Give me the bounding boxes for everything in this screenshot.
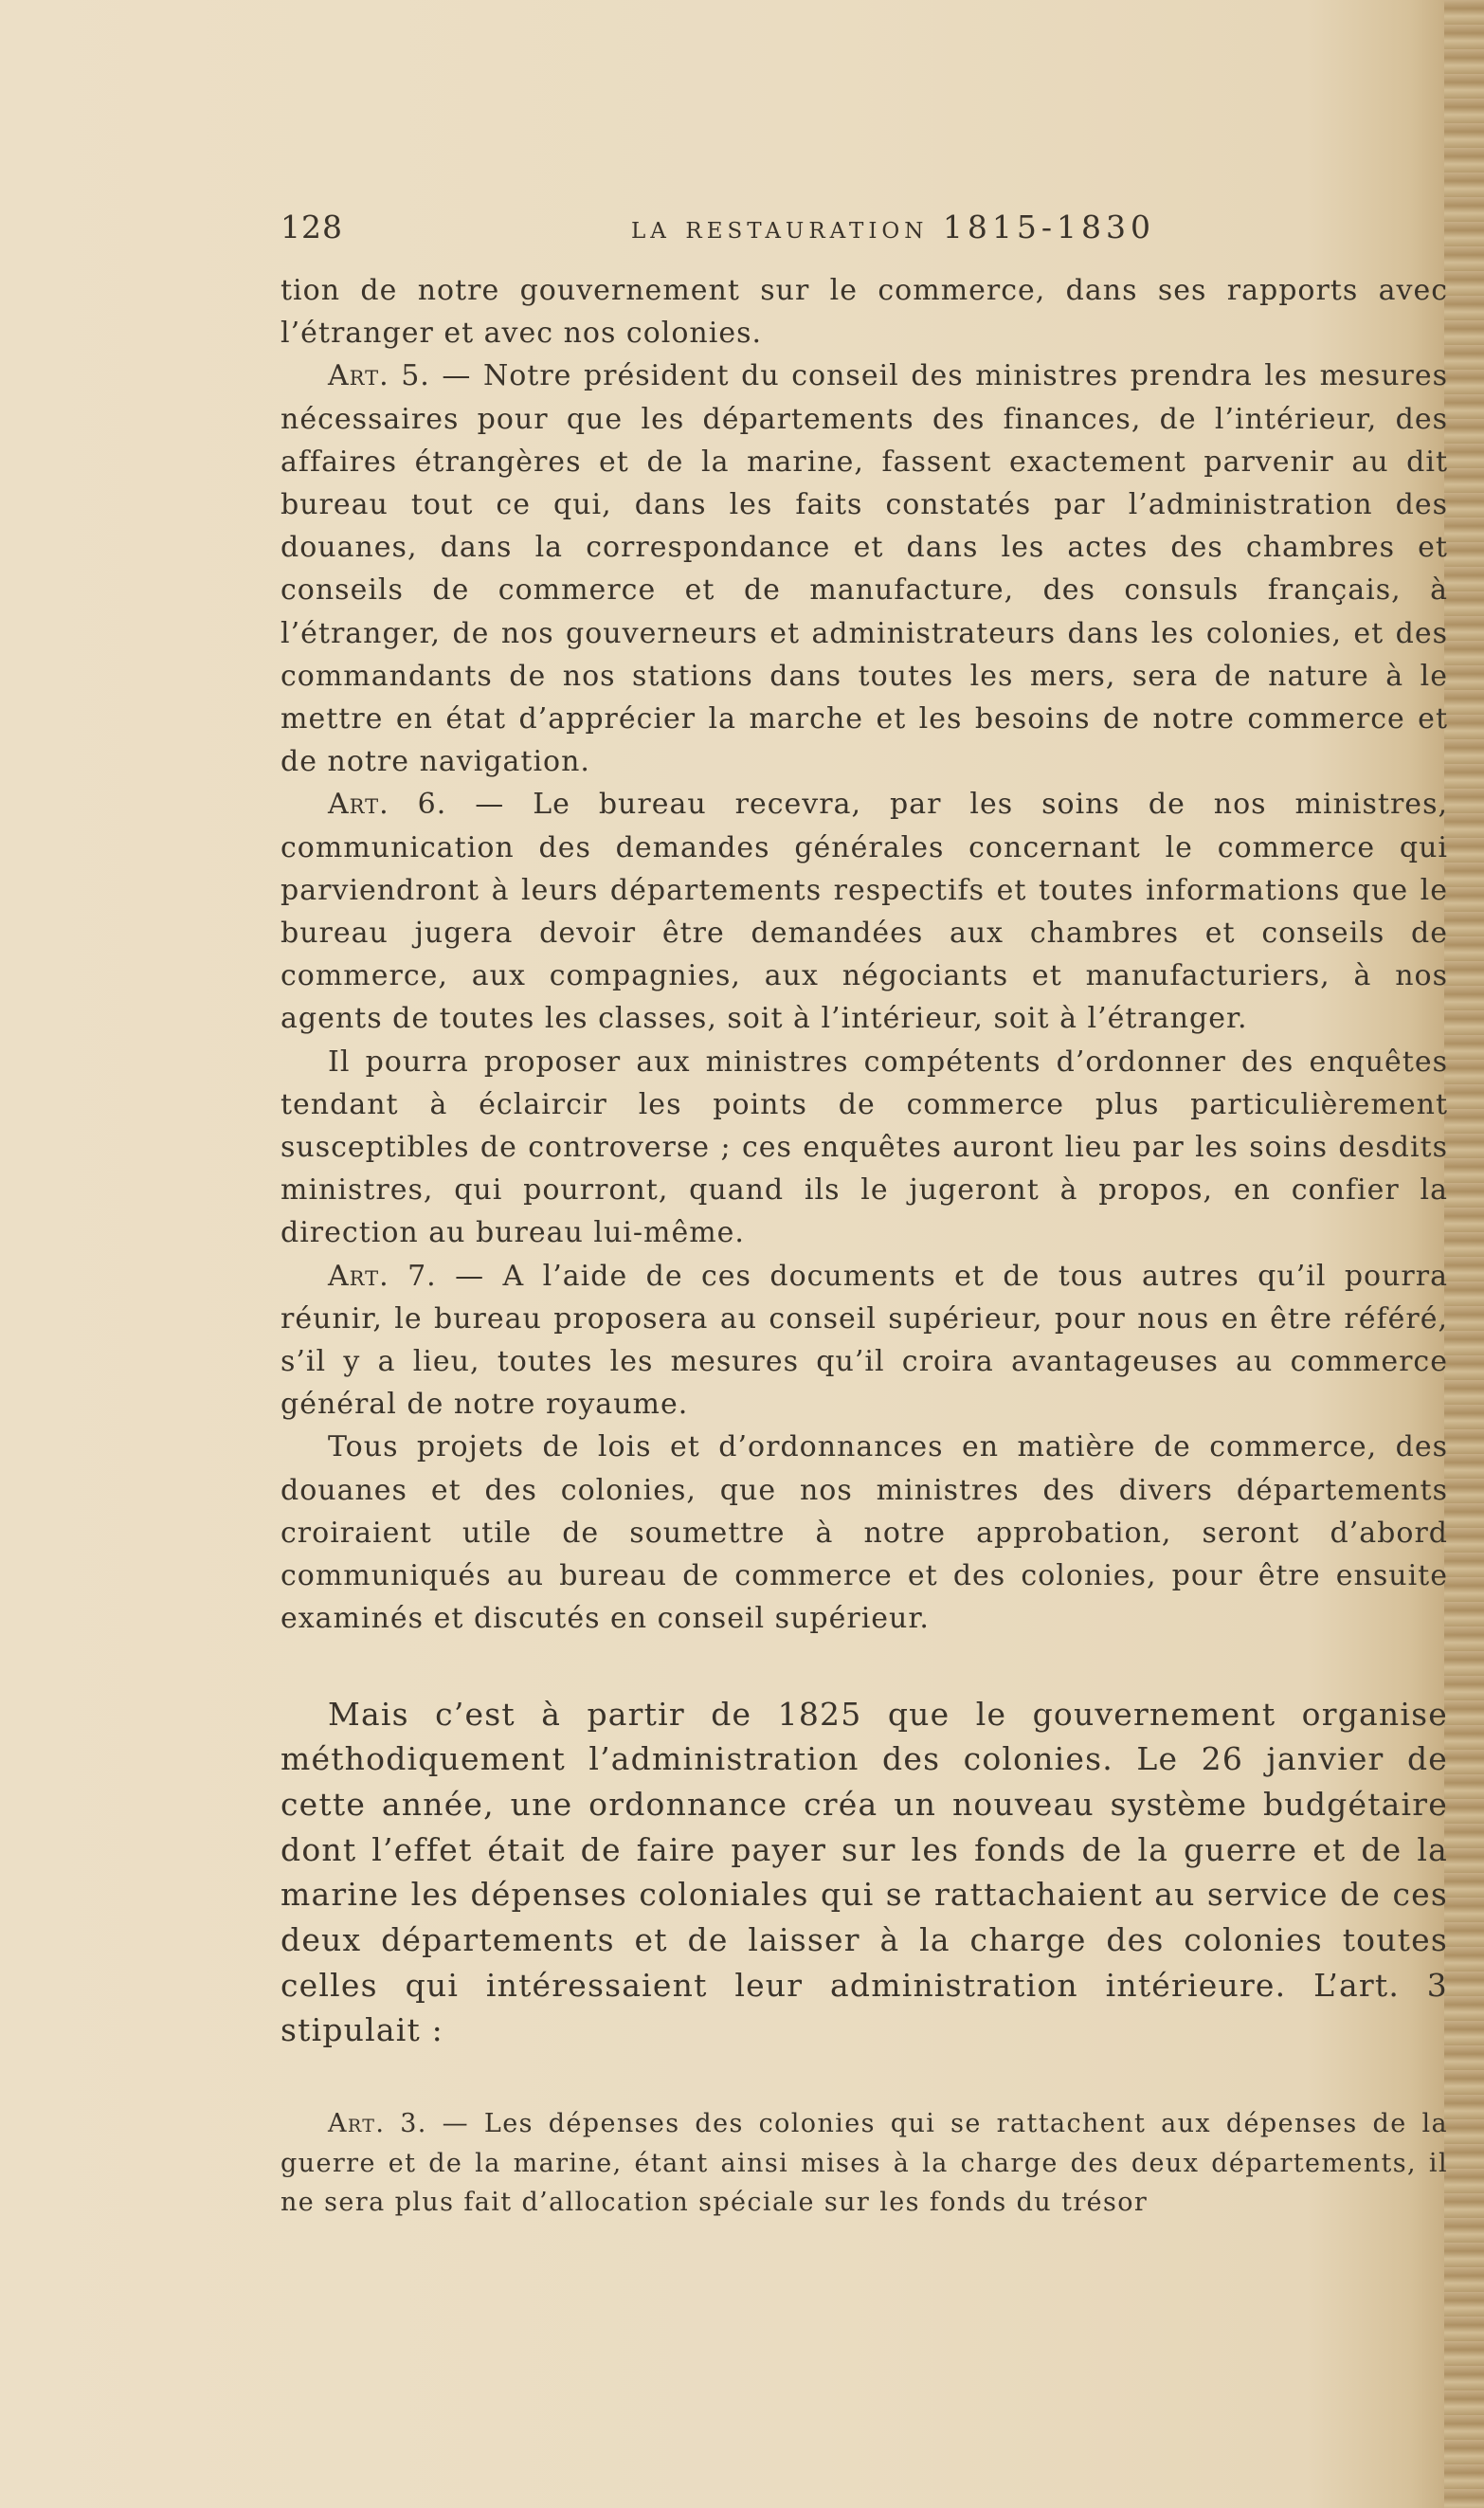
article-label: Art. 6.: [328, 788, 447, 822]
article-label: Art. 5.: [328, 359, 430, 393]
main-paragraph: Mais c’est à partir de 1825 que le gouvernement organise méthodiquement l’administration des colonies. Le 26 janvier de cette année, une ordonnance créa un nouveau système budgétaire dont l’effet était de faire payer sur les fonds de la guerre et de la marine les dépenses coloniales qui se rattachaient au service de ces deux départements et de laisser à la charge des colonies toutes celles qui intéressaient leur administration intérieure. L’art. 3 stipulait :: [281, 1695, 1448, 2049]
page-edge: [1444, 0, 1484, 2508]
article-text: — Notre président du conseil des ministres prendra les mesures nécessaires pour que les départements des finances, de l’intérieur, des affaires étrangères et de la marine, fassent exactement parvenir au dit bureau tout ce qui, dans les faits constatés par l’administration des douanes, dans la correspondance et dans les actes des chambres et conseils de commerce et de manufacture, des consuls français, à l’étranger, de nos gouverneurs et administrateurs dans les colonies, et des commandants de nos stations dans toutes les mers, sera de nature à le mettre en état d’apprécier la marche et les besoins de notre commerce et de notre navigation.: [281, 359, 1449, 779]
article-label: Art. 7.: [328, 1259, 437, 1293]
article-3: [281, 2104, 1448, 2223]
running-title: la restauration 1815-1830: [631, 209, 1155, 245]
page-number: 128: [281, 209, 343, 245]
page-header: [281, 209, 1450, 256]
article-7-continuation: Tous projets de lois et d’ordonnances en matière de commerce, des douanes et des colonies, que nos ministres des divers départements croiraient utile de soumettre à notre approbation, seront d’abord communiqués au bureau de commerce et des colonies, pour être ensuite examinés et discutés en conseil supérieur.: [281, 1430, 1448, 1636]
article-text: — A l’aide de ces documents et de tous autres qu’il pourra réunir, le bureau proposera au conseil supérieur, pour nous en être référé, s’il y a lieu, toutes les mesures qu’il croira avantageuses au commerce général de notre royaume.: [281, 1259, 1449, 1422]
article-text: — Le bureau recevra, par les soins de nos ministres, communication des demandes générales concernant le commerce qui parviendront à leurs départements respectifs et toutes informations que le bureau jugera devoir être demandées aux chambres et conseils de commerce, aux compagnies, aux négociants et manufacturiers, à nos agents de toutes les classes, soit à l’intérieur, soit à l’étranger.: [281, 788, 1448, 1036]
article-text: — Les dépenses des colonies qui se rattachent aux dépenses de la guerre et de la marine, étant ainsi mises à la charge des deux départements, il ne sera plus fait d’allocation spéciale sur les fonds du trésor: [281, 2109, 1448, 2218]
article-6-continuation: Il pourra proposer aux ministres compétents d’ordonner des enquêtes tendant à éclaircir les points de commerce plus particulièrement susceptibles de controverse ; ces enquêtes auront lieu par les soins desdits ministres, qui pourront, quand ils le jugeront à propos, en confier la direction au bureau lui-même.: [281, 1045, 1448, 1250]
page-body: [281, 269, 1448, 2223]
article-7: [281, 1255, 1448, 1427]
article-6: [281, 783, 1448, 1040]
article-label: Art. 3.: [328, 2109, 427, 2139]
article-5: [281, 354, 1448, 783]
quoted-paragraph-1: tion de notre gouvernement sur le commerce, dans ses rapports avec l’étranger et avec nos colonies.: [281, 274, 1448, 351]
